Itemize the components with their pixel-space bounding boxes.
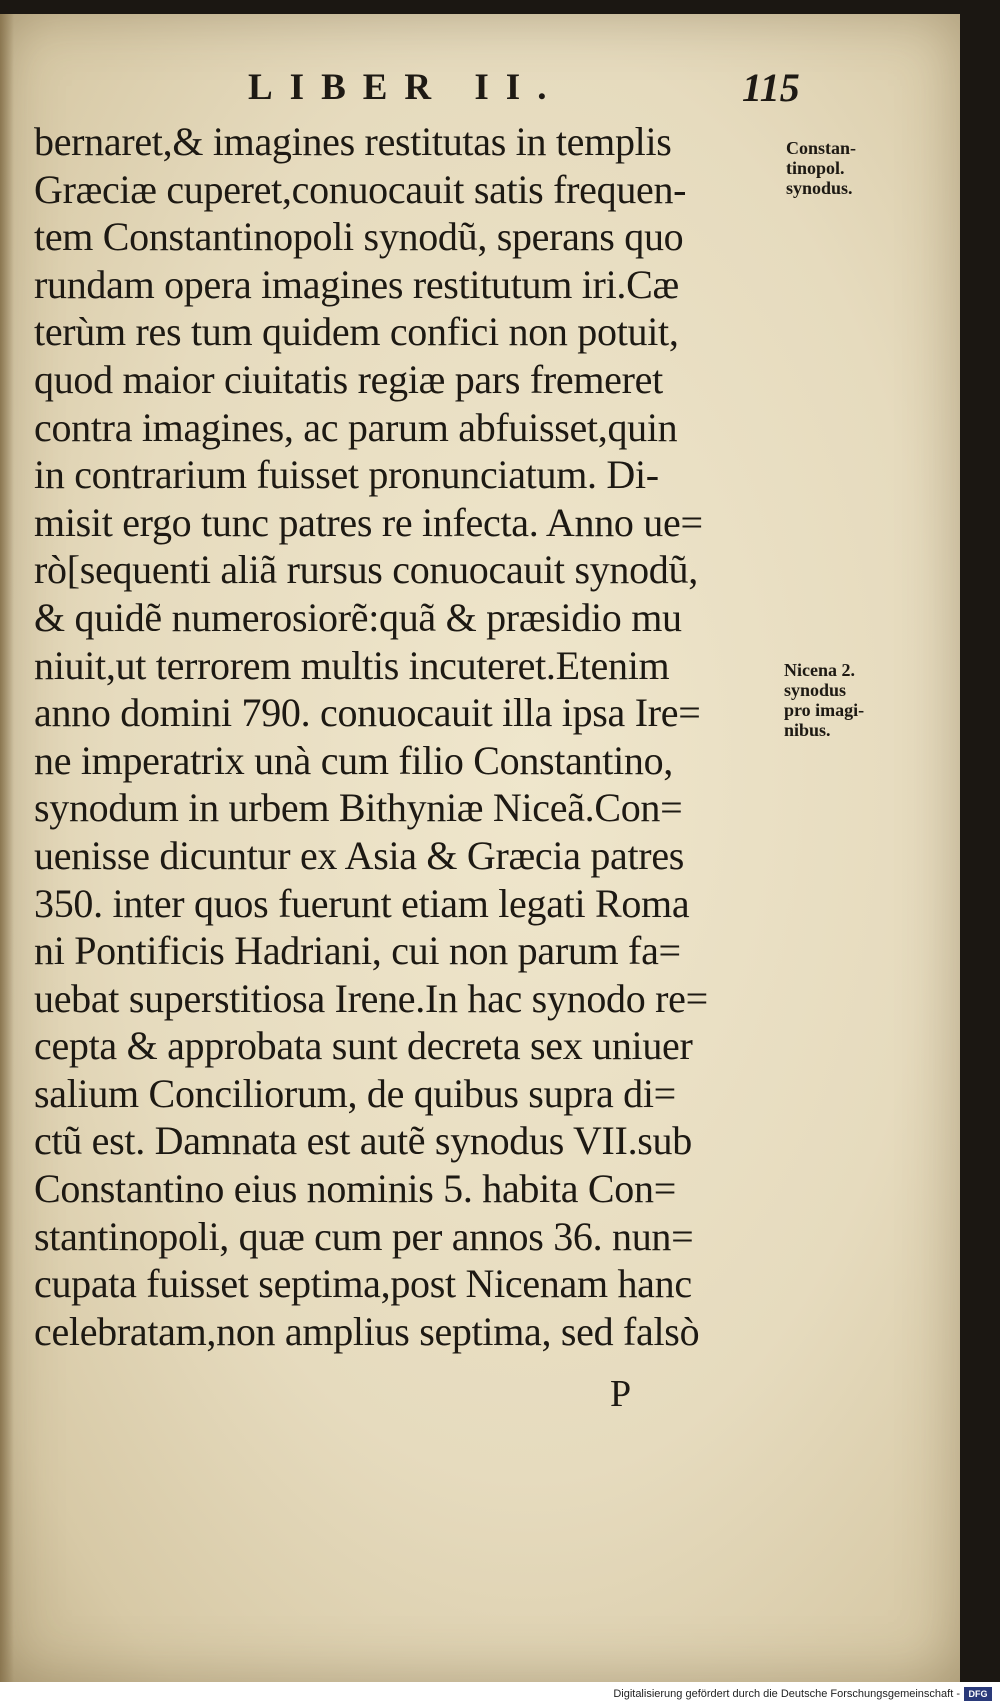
page-gutter-shadow <box>0 14 14 1682</box>
marginal-note-line: Nicena 2. <box>784 660 855 680</box>
text-line: rò[sequenti aliã rursus conuocauit synodũ, <box>34 547 698 593</box>
text-line: contra imagines, ac parum abfuisset,quin <box>34 404 678 450</box>
text-line: celebratam,non amplius septima, sed falsò <box>34 1308 700 1354</box>
text-line: & quidẽ numerosiorẽ:quã & præsidio mu <box>34 594 682 640</box>
marginal-note-line: Constan- <box>786 138 857 158</box>
text-line: synodum in urbem Bithyniæ Niceã.Con= <box>34 785 683 831</box>
marginal-note-line: tinopol. <box>786 158 845 178</box>
marginal-note-line: synodus. <box>786 178 853 198</box>
text-line: cupata fuisset septima,post Nicenam hanc <box>34 1261 692 1307</box>
running-head: LIBER II. <box>248 67 564 108</box>
page-number: 115 <box>742 65 800 110</box>
text-line: 350. inter quos fuerunt etiam legati Roma <box>34 880 690 926</box>
text-line: ne imperatrix unà cum filio Constantino, <box>34 737 673 783</box>
main-text-block <box>34 118 784 1355</box>
catchword-signature: P <box>610 1373 632 1415</box>
digitization-credit: Digitalisierung gefördert durch die Deutsche Forschungsgemeinschaft - <box>613 1688 960 1700</box>
text-line: uebat superstitiosa Irene.In hac synodo re= <box>34 975 708 1021</box>
text-line: in contrarium fuisset pronunciatum. Di- <box>34 452 659 498</box>
text-line: niuit,ut terrorem multis incuteret.Etenim <box>34 642 670 688</box>
text-line: terùm res tum quidem confici non potuit, <box>34 309 679 355</box>
marginal-note-constantinople-synod <box>786 138 856 198</box>
text-line: bernaret,& imagines restitutas in templis <box>34 119 672 164</box>
text-line: uenisse dicuntur ex Asia & Græcia patres <box>34 832 685 878</box>
text-line: ctũ est. Damnata est autẽ synodus VII.sub <box>34 1118 692 1164</box>
text-line: anno domini 790. conuocauit illa ipsa Ire= <box>34 690 701 736</box>
dfg-logo: DFG <box>964 1687 992 1701</box>
marginal-note-line: synodus <box>784 680 847 700</box>
text-line: cepta & approbata sunt decreta sex uniuer <box>34 1023 693 1069</box>
text-line: ni Pontificis Hadriani, cui non parum fa= <box>34 928 681 974</box>
marginal-note-nicaea-synod <box>784 660 864 740</box>
text-line: misit ergo tunc patres re infecta. Anno ue= <box>34 499 703 545</box>
text-line: Constantino eius nominis 5. habita Con= <box>34 1166 676 1212</box>
marginal-note-line: pro imagi- <box>784 700 865 720</box>
text-line: tem Constantinopoli synodũ, sperans quo <box>34 214 684 260</box>
text-line: salium Conciliorum, de quibus supra di= <box>34 1070 676 1116</box>
text-line: rundam opera imagines restitutum iri.Cæ <box>34 261 679 307</box>
text-line: stantinopoli, quæ cum per annos 36. nun= <box>34 1213 694 1259</box>
marginal-note-line: nibus. <box>784 720 831 740</box>
text-line: Græciæ cuperet,conuocauit satis frequen- <box>34 166 687 212</box>
text-line: quod maior ciuitatis regiæ pars fremeret <box>34 356 663 402</box>
